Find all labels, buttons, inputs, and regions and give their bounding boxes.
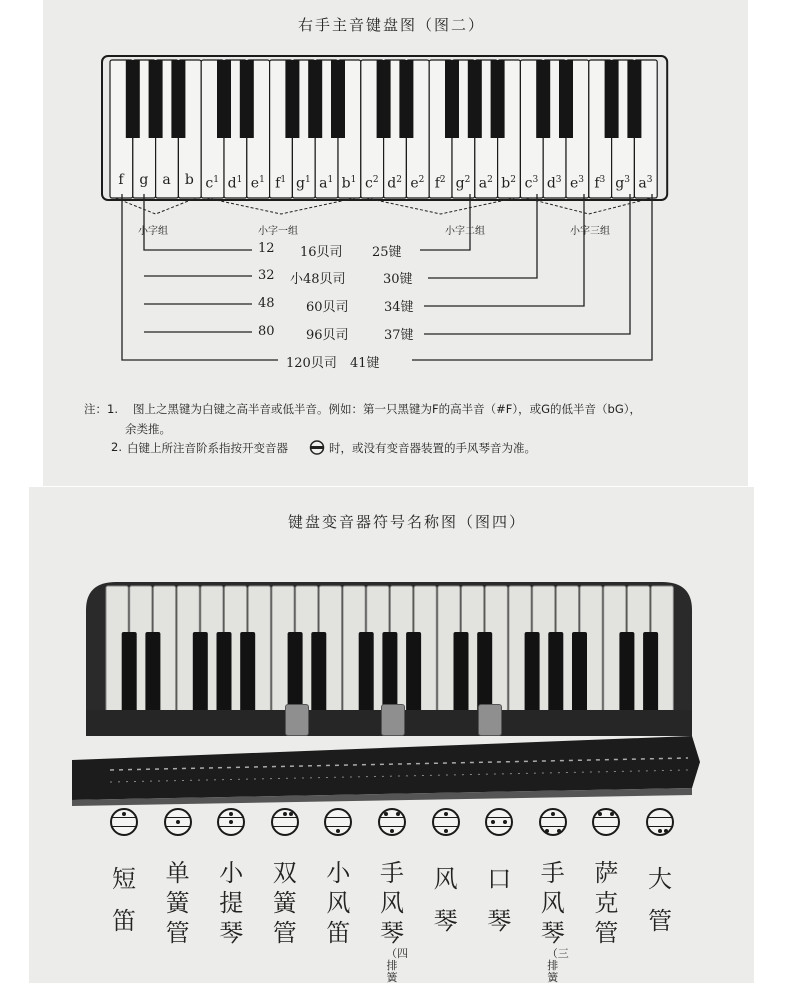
register-name-text: 手风琴 xyxy=(540,859,565,947)
key-octave: 2 xyxy=(464,175,471,185)
key-octave: 3 xyxy=(624,175,630,185)
key-octave: 3 xyxy=(599,175,606,185)
symbol-line xyxy=(273,817,297,818)
symbol-line xyxy=(434,826,458,827)
register-switch-plate xyxy=(381,704,405,736)
key-octave: 3 xyxy=(646,175,653,185)
register-name-text: 大管 xyxy=(648,865,672,935)
photo-black-key xyxy=(217,632,232,716)
key-octave: 1 xyxy=(236,175,243,185)
register-name xyxy=(270,858,300,948)
key-note: c xyxy=(524,175,533,192)
symbol-line xyxy=(326,826,350,827)
symbol-dot xyxy=(396,812,400,816)
symbol-line xyxy=(219,826,243,827)
symbol-line xyxy=(487,817,511,818)
key-octave: 2 xyxy=(510,175,516,185)
key-note: c xyxy=(205,175,214,192)
symbol-line xyxy=(112,817,136,818)
register-symbol xyxy=(164,808,192,836)
register-name-text: 小提琴 xyxy=(219,859,244,947)
key-count: 25键 xyxy=(372,245,402,260)
symbol-dot xyxy=(229,820,233,824)
note-2-part-a: 白键上所注音阶系指按开变音器 xyxy=(127,441,288,455)
group-label-small-1: 小字一组 xyxy=(258,226,298,237)
register-symbol xyxy=(432,808,460,836)
key-octave: 1 xyxy=(305,175,311,185)
key-octave: 2 xyxy=(396,175,402,185)
register-name-text: 萨克管 xyxy=(594,859,619,947)
bass-label: 小48贝司 xyxy=(290,272,346,287)
symbol-dot xyxy=(289,812,293,816)
bass-count: 32 xyxy=(258,268,275,283)
figure4-title: 键盘变音器符号名称图（图四） xyxy=(288,513,527,531)
photo-black-key xyxy=(619,632,634,716)
register-subtitle: （四排簧 xyxy=(386,947,408,984)
symbol-line xyxy=(541,826,565,827)
key-note: b xyxy=(501,175,511,192)
symbol-line xyxy=(166,817,190,818)
key-octave: 3 xyxy=(532,175,539,185)
photo-black-key xyxy=(240,632,255,716)
key-note: f xyxy=(434,175,440,192)
note-1: 图上之黑键为白键之高半音或低半音。例如：第一只黑键为F的高半音（#F），或G的低半音（bG）， xyxy=(133,402,641,416)
group-label-small: 小字组 xyxy=(138,226,168,237)
symbol-line xyxy=(380,817,404,818)
symbol-dot xyxy=(491,820,495,824)
figure2-title: 右手主音键盘图（图二） xyxy=(298,16,486,34)
key-note: d xyxy=(546,175,556,192)
symbol-dot xyxy=(503,820,507,824)
symbol-line xyxy=(166,826,190,827)
symbol-line xyxy=(487,826,511,827)
register-name xyxy=(538,858,569,984)
note-2-prefix: 2. xyxy=(111,440,122,454)
note-1-prefix: 注：1. xyxy=(84,402,118,416)
key-octave: 2 xyxy=(372,175,379,185)
register-name xyxy=(591,858,621,948)
register-symbol xyxy=(378,808,406,836)
register-name-text: 短笛 xyxy=(112,865,136,935)
photo-black-key xyxy=(572,632,587,716)
register-name xyxy=(484,858,514,942)
key-octave: 1 xyxy=(327,175,334,185)
symbol-dot xyxy=(551,812,555,816)
register-name xyxy=(216,858,246,948)
bass-label: 16贝司 xyxy=(300,245,343,260)
symbol-dot xyxy=(545,829,549,833)
symbol-line xyxy=(434,817,458,818)
group-label-small-3: 小字三组 xyxy=(570,226,610,237)
key-note: a xyxy=(162,172,171,188)
key-note: e xyxy=(410,175,419,192)
key-octave: 2 xyxy=(487,175,493,185)
group-label-small-2: 小字二组 xyxy=(445,226,485,237)
key-note: d xyxy=(227,175,237,192)
symbol-dot xyxy=(598,812,602,816)
bass-label: 60贝司 xyxy=(306,300,349,315)
note-2-part-b: 时，或没有变音器装置的手风琴音为准。 xyxy=(329,441,536,455)
symbol-line xyxy=(594,826,618,827)
symbol-line xyxy=(219,817,243,818)
photo-black-key xyxy=(359,632,374,716)
key-count: 41键 xyxy=(350,356,380,371)
symbol-line xyxy=(326,817,350,818)
photo-black-key xyxy=(548,632,563,716)
symbol-dot xyxy=(664,829,668,833)
register-name-text: 口琴 xyxy=(487,865,512,935)
key-note: g xyxy=(139,172,149,188)
bass-label: 96贝司 xyxy=(306,328,349,343)
symbol-dot xyxy=(122,812,126,816)
key-note: b xyxy=(341,175,351,192)
symbol-dot xyxy=(283,812,287,816)
register-name xyxy=(109,858,139,942)
register-symbol xyxy=(646,808,674,836)
register-switch-plate xyxy=(478,704,502,736)
register-symbol xyxy=(539,808,567,836)
photo-black-key xyxy=(454,632,469,716)
symbol-dot xyxy=(658,829,662,833)
register-subtitle: （三排簧 xyxy=(546,947,569,984)
register-name xyxy=(377,858,408,984)
key-octave: 1 xyxy=(350,175,357,185)
photo-black-key xyxy=(643,632,658,716)
key-note: g xyxy=(296,175,305,192)
register-name xyxy=(431,858,461,942)
register-name-text: 手风琴 xyxy=(380,859,404,947)
key-note: e xyxy=(569,175,579,192)
key-count: 34键 xyxy=(384,300,414,315)
symbol-dot xyxy=(390,829,394,833)
symbol-dot xyxy=(176,820,180,824)
register-name-text: 单簧管 xyxy=(165,859,190,947)
register-symbol xyxy=(271,808,299,836)
key-octave: 2 xyxy=(418,175,425,185)
key-note: d xyxy=(387,175,397,192)
key-octave: 2 xyxy=(439,175,446,185)
photo-black-key xyxy=(122,632,137,716)
symbol-dot xyxy=(444,829,448,833)
bass-label: 120贝司 xyxy=(286,356,337,371)
bass-count: 80 xyxy=(258,324,275,339)
key-note: a xyxy=(638,175,647,192)
key-note: c xyxy=(365,175,373,192)
key-note: g xyxy=(615,175,625,192)
symbol-dot xyxy=(610,812,614,816)
register-name-text: 风琴 xyxy=(433,865,458,935)
photo-black-key xyxy=(193,632,208,716)
register-name-text: 小风笛 xyxy=(326,859,351,947)
key-note: a xyxy=(478,175,488,192)
key-count: 37键 xyxy=(384,328,414,343)
symbol-line xyxy=(273,826,297,827)
symbol-line xyxy=(112,826,136,827)
symbol-dot xyxy=(229,812,233,816)
register-name xyxy=(163,858,193,948)
register-name-text: 双簧管 xyxy=(272,859,297,947)
key-octave: 1 xyxy=(280,175,287,185)
register-name xyxy=(323,858,353,948)
register-symbol xyxy=(217,808,245,836)
symbol-dot xyxy=(384,812,388,816)
photo-black-key xyxy=(406,632,421,716)
photo-black-key xyxy=(311,632,326,716)
key-count: 30键 xyxy=(383,272,413,287)
photo-black-key xyxy=(145,632,160,716)
register-symbol xyxy=(110,808,138,836)
symbol-dot xyxy=(444,812,448,816)
key-note: f xyxy=(118,172,124,188)
register-switch-plate xyxy=(285,704,309,736)
bass-count: 12 xyxy=(258,241,275,256)
symbol-dot xyxy=(557,829,561,833)
symbol-dot xyxy=(336,829,340,833)
symbol-line xyxy=(594,817,618,818)
key-octave: 1 xyxy=(259,175,265,185)
symbol-line xyxy=(380,826,404,827)
register-symbol xyxy=(485,808,513,836)
note-1-continued: 余类推。 xyxy=(125,422,171,436)
key-note: g xyxy=(455,175,465,192)
key-octave: 1 xyxy=(213,175,219,185)
key-note: e xyxy=(250,175,260,192)
key-octave: 3 xyxy=(555,175,562,185)
symbol-line xyxy=(541,817,565,818)
key-note: b xyxy=(184,172,194,188)
key-octave: 3 xyxy=(578,175,585,185)
key-note: f xyxy=(275,175,281,192)
register-name xyxy=(645,858,675,942)
key-note: f xyxy=(594,175,600,192)
bass-count: 48 xyxy=(258,296,275,311)
symbol-line xyxy=(648,826,672,827)
symbol-line xyxy=(648,817,672,818)
photo-black-key xyxy=(525,632,540,716)
key-note: a xyxy=(319,175,328,192)
